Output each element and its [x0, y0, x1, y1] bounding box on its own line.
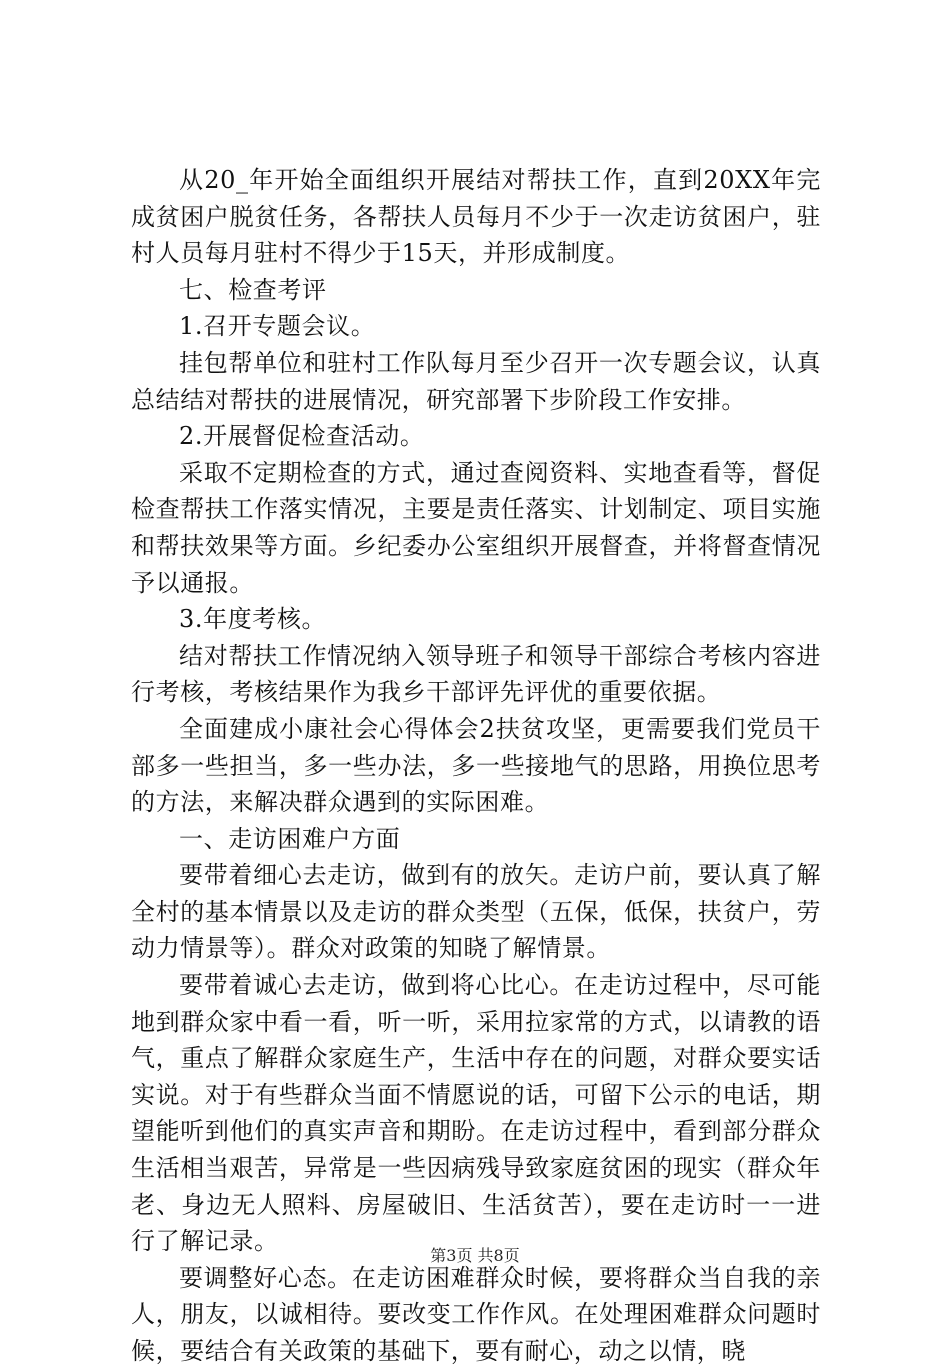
paragraph-visit-sincerely: 要带着诚心去走访，做到将心比心。在走访过程中，尽可能地到群众家中看一看，听一听，采用拉家常的方式，以请教的语气，重点了解群众家庭生产，生活中存在的问题，对群众要实话实说。对于有些群众当面不情愿说的话，可留下公示的电话，期望能听到他们的真实声音和期盼。在走访过程中，看到部分群众生活相当艰苦，异常是一些因病残导致家庭贫困的现实（群众年老、身边无人照料、房屋破旧、生活贫苦），要在走访时一一进行了解记录。 [131, 971, 821, 1256]
paragraph-experience-intro: 全面建成小康社会心得体会2扶贫攻坚，更需要我们党员干部多一些担当，多一些办法，多一些接地气的思路，用换位思考的方法，来解决群众遇到的实际困难。 [131, 714, 821, 817]
paragraph-visit-carefully: 要带着细心去走访，做到有的放矢。走访户前，要认真了解全村的基本情景以及走访的群众类型（五保，低保，扶贫户，劳动力情景等）。群众对政策的知晓了解情景。 [131, 861, 821, 963]
paragraph-adjust-mindset: 要调整好心态。在走访困难群众时候，要将群众当自我的亲人，朋友，以诚相待。要改变工作作风。在处理困难群众问题时候，要结合有关政策的基础下，要有耐心，动之以情，晓 [131, 1263, 821, 1365]
paragraph-intro-schedule: 从20_年开始全面组织开展结对帮扶工作，直到20XX年完成贫困户脱贫任务，各帮扶人员每月不少于一次走访贫困户，驻村人员每月驻村不得少于15天，并形成制度。 [131, 166, 821, 268]
subheading-special-meeting: 1.召开专题会议。 [179, 312, 376, 341]
page-number-footer: 第3页 共8页 [430, 1246, 520, 1265]
paragraph-annual-assessment: 结对帮扶工作情况纳入领导班子和领导干部综合考核内容进行考核，考核结果作为我乡干部评先评优的重要依据。 [131, 641, 821, 707]
subheading-supervision: 2.开展督促检查活动。 [179, 422, 425, 451]
paragraph-supervision: 采取不定期检查的方式，通过查阅资料、实地查看等，督促检查帮扶工作落实情况，主要是责任落实、计划制定、项目实施和帮扶效果等方面。乡纪委办公室组织开展督查，并将督查情况予以通报。 [131, 458, 821, 597]
subheading-annual-assessment: 3.年度考核。 [179, 605, 327, 634]
section-heading-inspection: 七、检查考评 [179, 275, 327, 304]
paragraph-special-meeting: 挂包帮单位和驻村工作队每月至少召开一次专题会议，认真总结结对帮扶的进展情况，研究部署下步阶段工作安排。 [131, 348, 821, 414]
document-body [131, 162, 821, 1370]
section-heading-visits: 一、走访困难户方面 [179, 824, 401, 853]
